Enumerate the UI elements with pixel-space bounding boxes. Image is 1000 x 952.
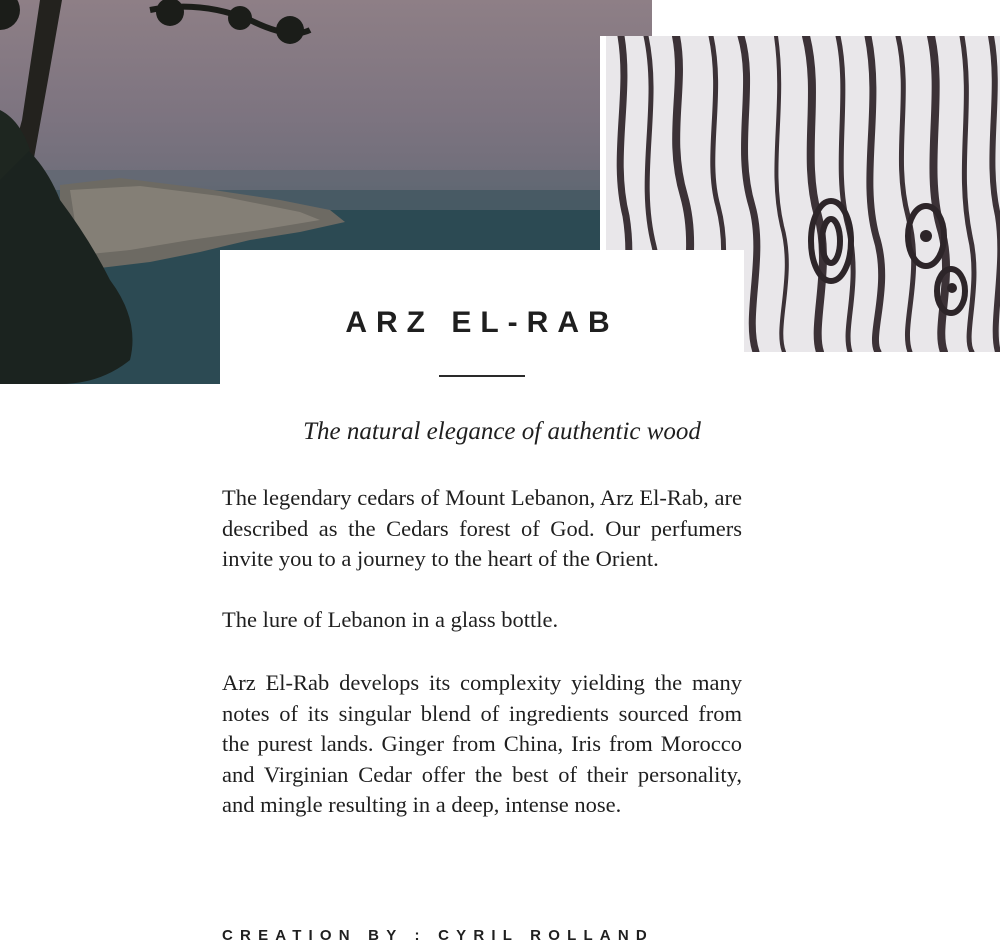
title-divider (439, 375, 525, 377)
description-paragraph-2: Arz El-Rab develops its complexity yielding the many notes of its singular blend of ingredients sourced from the purest lands. Ginger from China, Iris from Morocco and Virginian Cedar offer the best of their personality, and mingle resulting in a deep, intense nose. (222, 670, 742, 817)
tagline: The natural elegance of authentic wood (303, 418, 701, 445)
product-title: ARZ EL-RAB (345, 306, 619, 339)
creator-credit: CREATION BY : CYRIL ROLLAND (222, 927, 654, 944)
description-paragraph-1-tail: The lure of Lebanon in a glass bottle. (222, 607, 559, 632)
description-paragraph-1: The legendary cedars of Mount Lebanon, Arz El-Rab, are described as the Cedars forest of God. Our perfumers invite you to a journey to the heart of the Orient. (222, 485, 742, 571)
